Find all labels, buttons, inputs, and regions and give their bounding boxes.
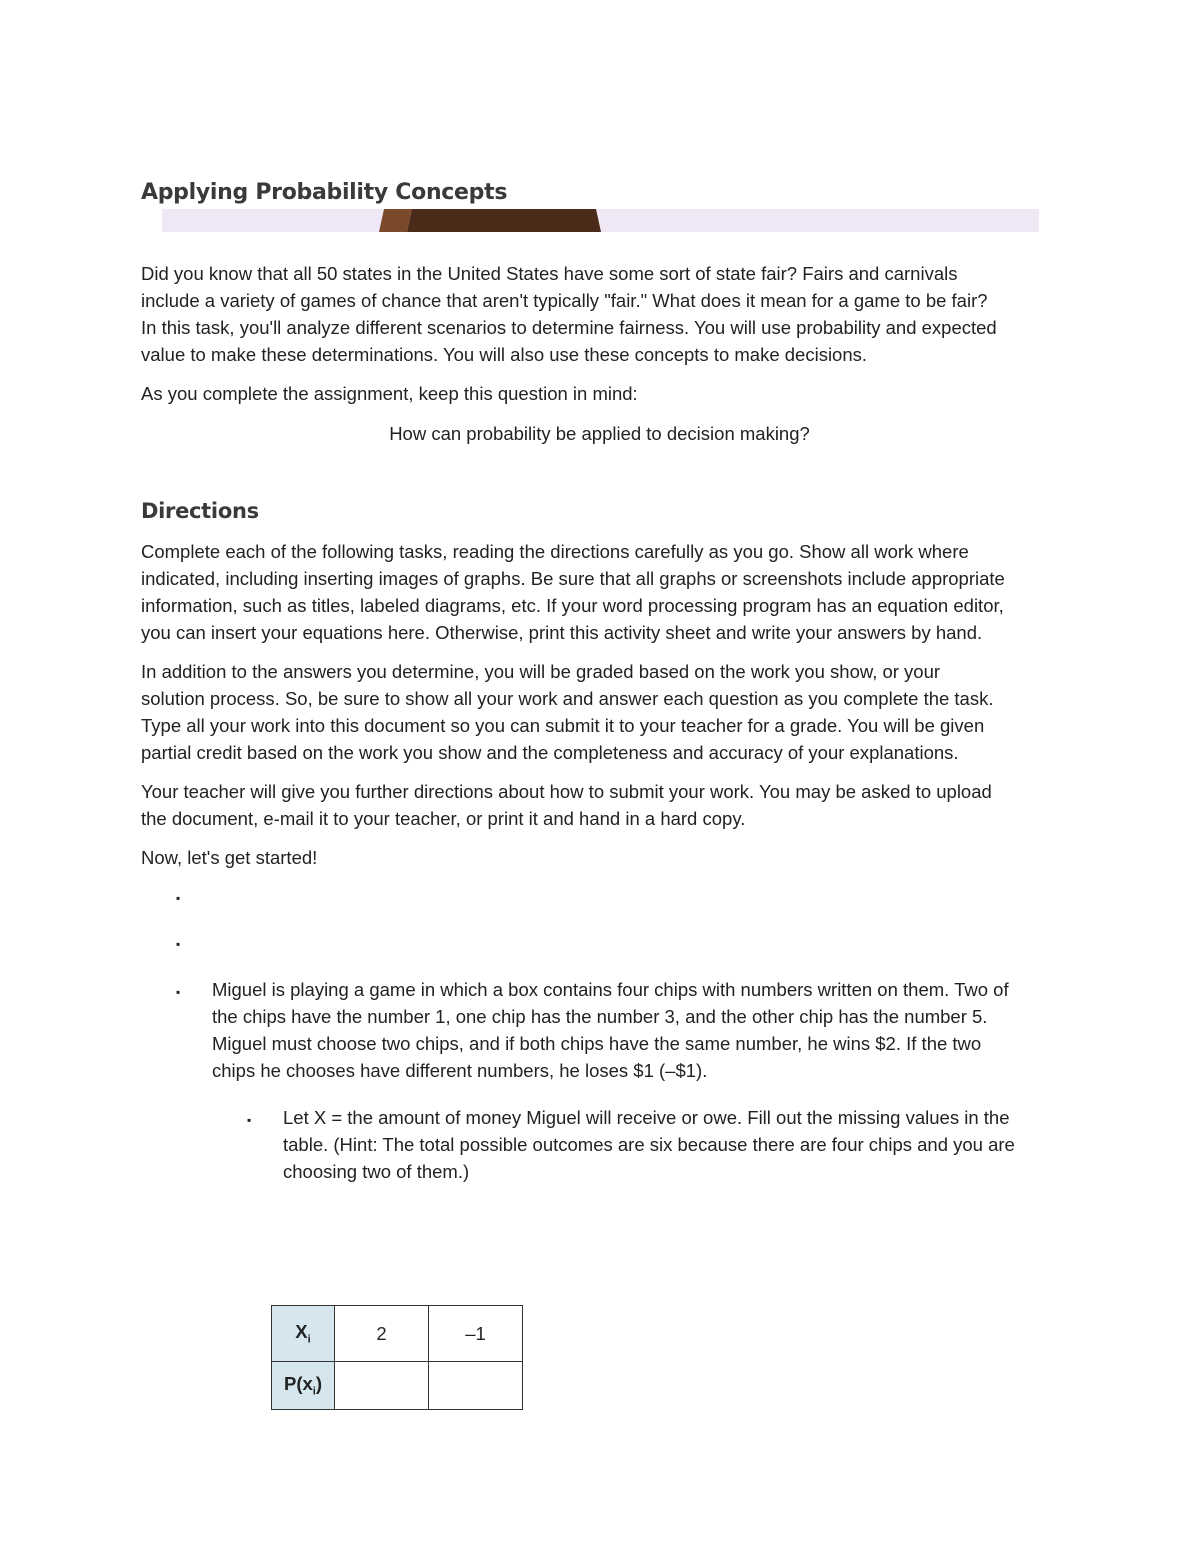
table-cell-empty[interactable] bbox=[429, 1362, 523, 1410]
page-title: Applying Probability Concepts bbox=[141, 180, 508, 205]
sub-bullet-icon: ▪ bbox=[247, 1113, 252, 1127]
guiding-question: How can probability be applied to decision making? bbox=[389, 423, 810, 444]
directions-paragraph-3 bbox=[141, 778, 1066, 832]
table-row bbox=[272, 1362, 523, 1410]
banner-track bbox=[162, 209, 1039, 232]
directions-paragraph-1 bbox=[141, 538, 1066, 646]
intro-prompt: As you complete the assignment, keep this question in mind: bbox=[141, 383, 638, 404]
bullet-icon: ▪ bbox=[176, 985, 181, 999]
banner-dark-block bbox=[407, 209, 601, 232]
table-cell-empty[interactable] bbox=[335, 1362, 429, 1410]
directions-line: the document, e-mail it to your teacher, or print it and hand in a hard copy. bbox=[141, 808, 746, 829]
title-banner bbox=[162, 209, 1039, 232]
intro-line: value to make these determinations. You will also use these concepts to make decisions. bbox=[141, 344, 868, 365]
directions-line: In addition to the answers you determine, you will be graded based on the work you show, or your bbox=[141, 661, 941, 682]
list-item-line: Miguel is playing a game in which a box contains four chips with numbers written on them. Two of bbox=[212, 979, 1009, 1000]
directions-line: indicated, including inserting images of graphs. Be sure that all graphs or screenshots include appropriate bbox=[141, 568, 1005, 589]
directions-line: partial credit based on the work you show and the completeness and accuracy of your explanations. bbox=[141, 742, 959, 763]
table-header-xi bbox=[272, 1306, 335, 1362]
bullet-icon: ▪ bbox=[176, 891, 181, 905]
list-item-miguel bbox=[212, 976, 1072, 1084]
intro-line: Did you know that all 50 states in the United States have some sort of state fair? Fairs and carnivals bbox=[141, 263, 958, 284]
header-text: ) bbox=[315, 1373, 323, 1395]
directions-line: solution process. So, be sure to show all your work and answer each question as you complete the task. bbox=[141, 688, 994, 709]
directions-line: Complete each of the following tasks, reading the directions carefully as you go. Show all work where bbox=[141, 541, 969, 562]
directions-line: Type all your work into this document so you can submit it to your teacher for a grade. You will be given bbox=[141, 715, 985, 736]
list-item-line: Miguel must choose two chips, and if both chips have the same number, he wins $2. If the two bbox=[212, 1033, 982, 1054]
sub-list-item bbox=[283, 1104, 1083, 1185]
bullet-icon: ▪ bbox=[176, 937, 181, 951]
header-subscript: i bbox=[312, 1385, 316, 1398]
table-row bbox=[272, 1306, 523, 1362]
intro-line: include a variety of games of chance that aren't typically "fair." What does it mean for a game to be fair? bbox=[141, 290, 988, 311]
sub-list-item-line: Let X = the amount of money Miguel will receive or owe. Fill out the missing values in the bbox=[283, 1107, 1010, 1128]
sub-list-item-line: table. (Hint: The total possible outcomes are six because there are four chips and you are bbox=[283, 1134, 1015, 1155]
probability-table bbox=[271, 1305, 523, 1410]
directions-paragraph-4: Now, let's get started! bbox=[141, 847, 318, 868]
header-text: P(x bbox=[283, 1373, 313, 1395]
table-cell: –1 bbox=[429, 1306, 523, 1362]
list-item-line: the chips have the number 1, one chip has the number 3, and the other chip has the number 5. bbox=[212, 1006, 988, 1027]
header-subscript: i bbox=[307, 1333, 311, 1346]
directions-heading: Directions bbox=[141, 499, 259, 523]
sub-list-item-line: choosing two of them.) bbox=[283, 1161, 470, 1182]
table-header-pxi bbox=[272, 1362, 335, 1410]
directions-paragraph-2 bbox=[141, 658, 1066, 766]
table-cell: 2 bbox=[335, 1306, 429, 1362]
intro-paragraph bbox=[141, 260, 1066, 368]
list-item-line: chips he chooses have different numbers, he loses $1 (–$1). bbox=[212, 1060, 708, 1081]
intro-line: In this task, you'll analyze different scenarios to determine fairness. You will use probability and expected bbox=[141, 317, 997, 338]
directions-line: you can insert your equations here. Otherwise, print this activity sheet and write your answers by hand. bbox=[141, 622, 983, 643]
directions-line: Your teacher will give you further directions about how to submit your work. You may be asked to upload bbox=[141, 781, 992, 802]
header-text: X bbox=[295, 1321, 308, 1343]
directions-line: information, such as titles, labeled diagrams, etc. If your word processing program has an equation editor, bbox=[141, 595, 1004, 616]
banner-mid-stripe bbox=[379, 209, 412, 232]
